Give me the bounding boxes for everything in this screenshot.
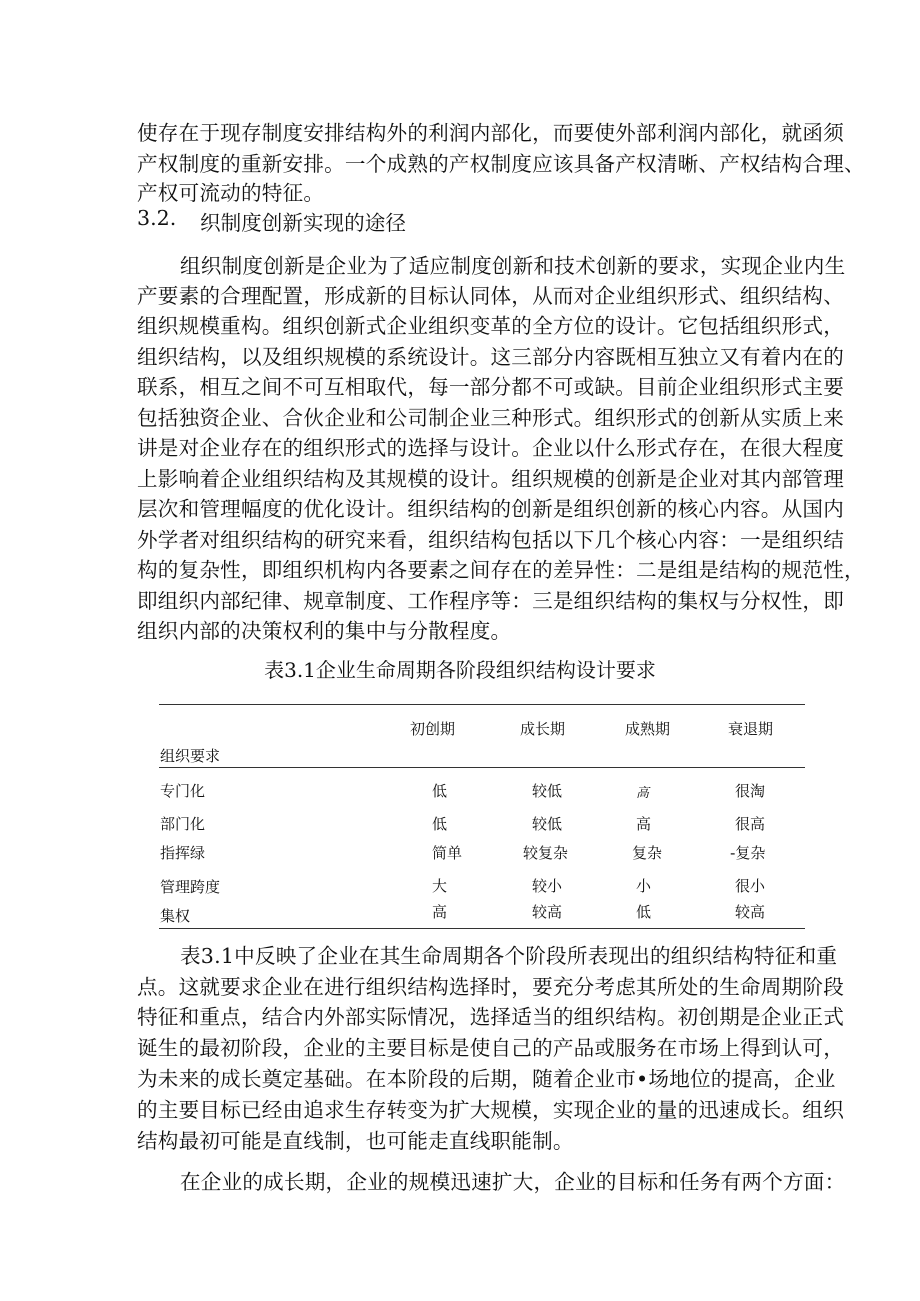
table-cell: 低 <box>636 903 652 921</box>
body-text-line: 使存在于现存制度安排结构外的利润内部化，而要使外部利润内部化，就函须 <box>137 121 844 145</box>
table-cell: 很小 <box>735 877 766 895</box>
body-text-line: 产权可流动的特征。 <box>137 181 325 205</box>
column-header: 成熟期 <box>625 720 671 738</box>
table-cell: 很高 <box>735 815 766 833</box>
body-text-line: 层次和管理幅度的优化设计。组织结构的创新是组织创新的核心内容。从国内 <box>137 497 844 521</box>
body-text-line: 组织制度创新是企业为了适应制度创新和技术创新的要求，实现企业内生 <box>180 254 846 278</box>
table-cell: 小 <box>636 877 652 895</box>
table-cell: 低 <box>432 782 448 800</box>
table-cell: 较复杂 <box>523 844 569 862</box>
table-cell: -复杂 <box>730 844 766 862</box>
table-caption: 表3.1企业生命周期各阶段组织结构设计要求 <box>264 658 656 682</box>
table-bottom-rule <box>159 928 805 929</box>
body-text-line: 即组织内部纪律、规章制度、工作程序等：三是组织结构的集权与分权性，即 <box>137 589 844 613</box>
table-cell: 较低 <box>532 815 563 833</box>
table-cell: 简单 <box>432 844 463 862</box>
body-text-line: 构的复杂性，即组织机构内各要素之间存在的差异性：二是组是结构的规范性， <box>137 558 865 582</box>
column-header: 成长期 <box>520 720 566 738</box>
body-text-line: 特征和重点，结合内外部实际情况，选择适当的组织结构。初创期是企业正式 <box>137 1005 844 1029</box>
body-text-line: 讲是对企业存在的组织形式的选择与设计。企业以什么形式存在，在很大程度 <box>137 436 844 460</box>
table-cell: 高 <box>636 815 652 833</box>
body-text-line: 外学者对组织结构的研究来看，组织结构包括以下几个核心内容：一是组织结 <box>137 528 844 552</box>
body-text-line: 上影响着企业组织结构及其规模的设计。组织规模的创新是企业对其内部管理 <box>137 467 844 491</box>
body-text-line: 点。这就要求企业在进行组织结构选择时，要充分考虑其所处的生命周期阶段 <box>137 975 844 999</box>
table-cell: 高 <box>636 786 650 801</box>
body-text-line: 产权制度的重新安排。一个成熟的产权制度应该具备产权清晰、产权结构合理、 <box>137 152 865 176</box>
body-text-line: 组织结构，以及组织规模的系统设计。这三部分内容既相互独立又有着内在的 <box>137 345 844 369</box>
body-text-line: 包括独资企业、合伙企业和公司制企业三种形式。组织形式的创新从实质上来 <box>137 406 844 430</box>
table-cell: 很淘 <box>735 782 766 800</box>
body-text-line: 联系，相互之间不可互相取代，每一部分都不可或缺。目前企业组织形式主要 <box>137 375 844 399</box>
body-text-line: 表3.1中反映了企业在其生命周期各个阶段所表现出的组织结构特征和重 <box>180 944 838 968</box>
body-text-line: 结构最初可能是直线制，也可能走直线职能制。 <box>137 1129 574 1153</box>
row-label: 管理跨度 <box>160 878 221 896</box>
row-label: 部门化 <box>160 815 206 833</box>
column-header: 衰退期 <box>728 720 774 738</box>
table-header-rule <box>159 767 805 768</box>
body-text-line: 在企业的成长期，企业的规模迅速扩大，企业的目标和任务有两个方面： <box>180 1170 846 1194</box>
row-label: 指挥绿 <box>160 844 206 862</box>
table-cell: 复杂 <box>632 844 663 862</box>
body-text-line: 组织规模重构。组织创新式企业组织变革的全方位的设计。它包括组织形式， <box>137 314 844 338</box>
body-text-line: 组织内部的决策权利的集中与分散程度。 <box>137 619 512 643</box>
body-text-line: 产要素的合理配置，形成新的目标认同体，从而对企业组织形式、组织结构、 <box>137 284 844 308</box>
section-number: 3.2. <box>137 206 177 230</box>
row-label: 集权 <box>160 907 191 925</box>
body-text-line: 为未来的成长奠定基础。在本阶段的后期，随着企业市•场地位的提高，企业 <box>137 1067 836 1091</box>
body-text-line: 诞生的最初阶段，企业的主要目标是使自己的产品或服务在市场上得到认可， <box>137 1036 844 1060</box>
table-cell: 低 <box>432 815 448 833</box>
table-cell: 较低 <box>532 782 563 800</box>
table-top-rule <box>159 704 805 705</box>
column-header: 初创期 <box>410 720 456 738</box>
section-title: 织制度创新实现的途径 <box>200 211 406 235</box>
table-cell: 大 <box>432 877 448 895</box>
row-label: 专门化 <box>160 782 206 800</box>
table-cell: 较小 <box>532 877 563 895</box>
table-cell: 较高 <box>735 903 766 921</box>
table-cell: 较高 <box>532 903 563 921</box>
table-cell: 高 <box>432 903 448 921</box>
corner-label: 组织要求 <box>160 747 221 765</box>
body-text-line: 的主要目标已经由追求生存转变为扩大规模，实现企业的量的迅速成长。组织 <box>137 1098 844 1122</box>
